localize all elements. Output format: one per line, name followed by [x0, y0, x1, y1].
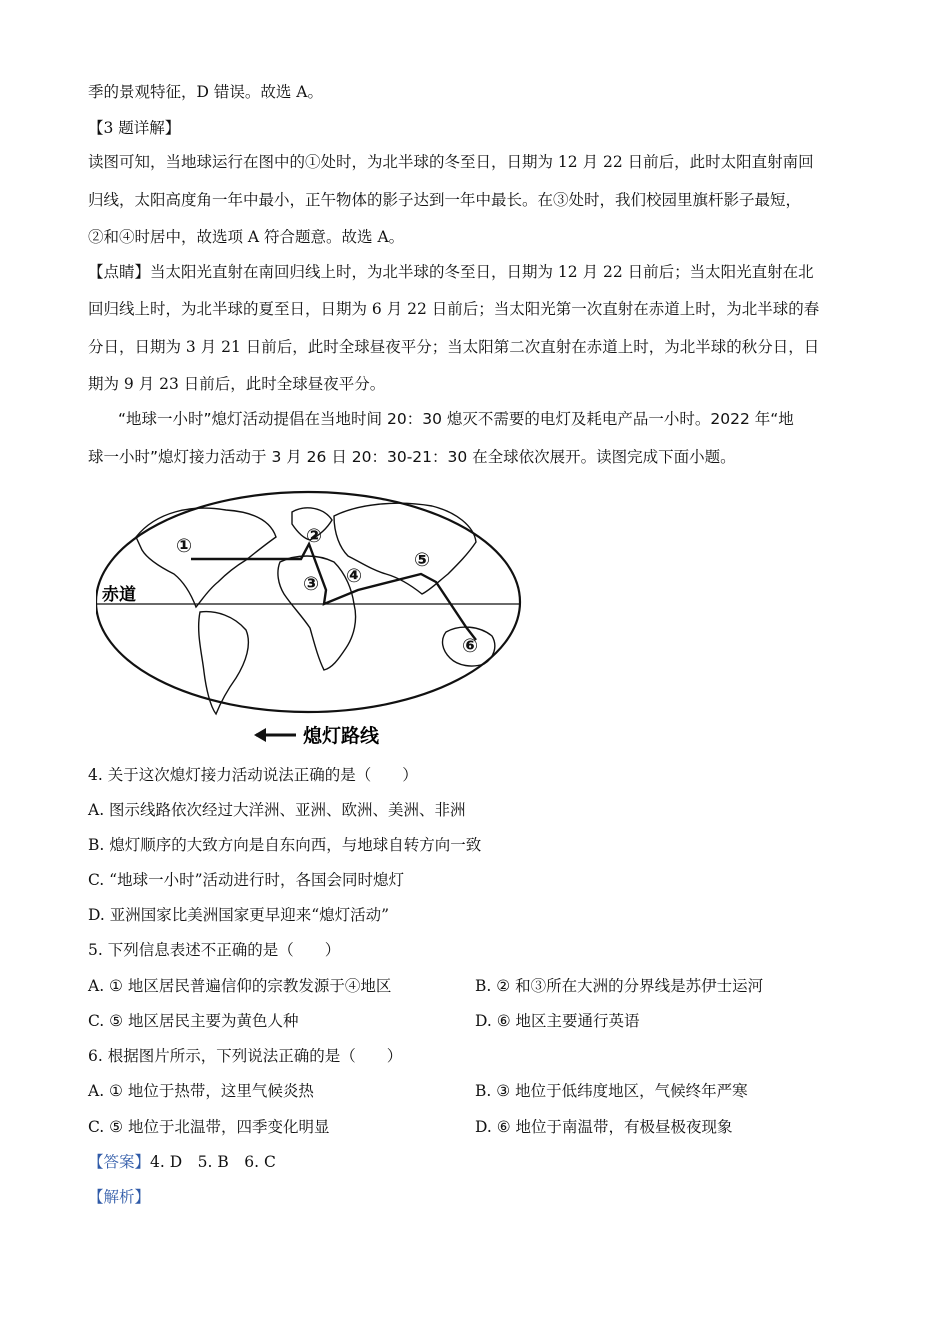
passage-line: “地球一小时”熄灯活动提倡在当地时间 20：30 熄灭不需要的电灯及耗电产品一小时。2022 年“地: [118, 410, 794, 428]
lights-off-route: [191, 544, 476, 640]
text-line: 期为 9 月 23 日前后，此时全球昼夜平分。: [88, 375, 386, 393]
legend-label: 熄灯路线: [303, 725, 380, 747]
text-line: ②和④时居中，故选项 A 符合题意。故选 A。: [88, 228, 405, 246]
text-line: 读图可知，当地球运行在图中的①处时，为北半球的冬至日，日期为 12 月 22 日前后，此时太阳直射南回: [88, 153, 814, 171]
text-line: 季的景观特征，D 错误。故选 A。: [88, 83, 323, 101]
section-heading: 【3 题详解】: [88, 119, 181, 137]
question-5: 5. 下列信息表述不正确的是（ ）: [88, 941, 341, 959]
world-map-figure: [96, 482, 536, 750]
text-line: 回归线上时，为北半球的夏至日，日期为 6 月 22 日前后；当太阳光第一次直射在赤道上时，为北半球的春: [88, 300, 820, 318]
question-5-option-d: D. ⑥ 地区主要通行英语: [475, 1012, 640, 1030]
north-america-outline: [136, 508, 276, 607]
question-4-option-c: C. “地球一小时”活动进行时，各国会同时熄灯: [88, 871, 405, 889]
question-4: 4. 关于这次熄灯接力活动说法正确的是（ ）: [88, 766, 418, 784]
question-4-option-b: B. 熄灯顺序的大致方向是自东向西，与地球自转方向一致: [88, 836, 482, 854]
text-line: 【点睛】当太阳光直射在南回归线上时，为北半球的冬至日，日期为 12 月 22 日前后；当太阳光直射在北: [88, 263, 814, 281]
answer-text: 4. D 5. B 6. C: [150, 1153, 276, 1171]
question-6-option-d: D. ⑥ 地位于南温带，有极昼极夜现象: [475, 1118, 733, 1136]
answer-line: [88, 1152, 276, 1172]
question-4-option-a: A. 图示线路依次经过大洋洲、亚洲、欧洲、美洲、非洲: [88, 801, 466, 819]
analysis-tag: 【解析】: [88, 1188, 151, 1206]
question-6: 6. 根据图片所示，下列说法正确的是（ ）: [88, 1047, 403, 1065]
question-5-option-c: C. ⑤ 地区居民主要为黄色人种: [88, 1012, 299, 1030]
map-marker-2: ②: [306, 525, 323, 547]
map-marker-5: ⑤: [414, 549, 431, 571]
text-line: 分日，日期为 3 月 21 日前后，此时全球昼夜平分；当太阳第二次直射在赤道上时，为北半球的秋分日，日: [88, 338, 820, 356]
text-line: 归线，太阳高度角一年中最小，正午物体的影子达到一年中最长。在③处时，我们校园里旗杆影子最短，: [88, 191, 802, 209]
map-marker-4: ④: [346, 565, 363, 587]
map-marker-6: ⑥: [462, 635, 479, 657]
question-4-option-d: D. 亚洲国家比美洲国家更早迎来“熄灯活动”: [88, 906, 390, 924]
passage-line: 球一小时”熄灯接力活动于 3 月 26 日 20：30-21：30 在全球依次展开。读图完成下面小题。: [88, 448, 736, 466]
question-6-option-a: A. ① 地位于热带，这里气候炎热: [88, 1082, 314, 1100]
question-6-option-b: B. ③ 地位于低纬度地区，气候终年严寒: [475, 1082, 748, 1100]
answer-tag: 【答案】: [88, 1153, 151, 1171]
equator-label: 赤道: [102, 585, 136, 605]
legend-arrow-head: [254, 728, 266, 742]
question-6-option-c: C. ⑤ 地位于北温带，四季变化明显: [88, 1118, 330, 1136]
question-5-option-a: A. ① 地区居民普遍信仰的宗教发源于④地区: [88, 977, 392, 995]
question-5-option-b: B. ② 和③所在大洲的分界线是苏伊士运河: [475, 977, 764, 995]
map-marker-3: ③: [303, 573, 320, 595]
map-marker-1: ①: [176, 535, 193, 557]
